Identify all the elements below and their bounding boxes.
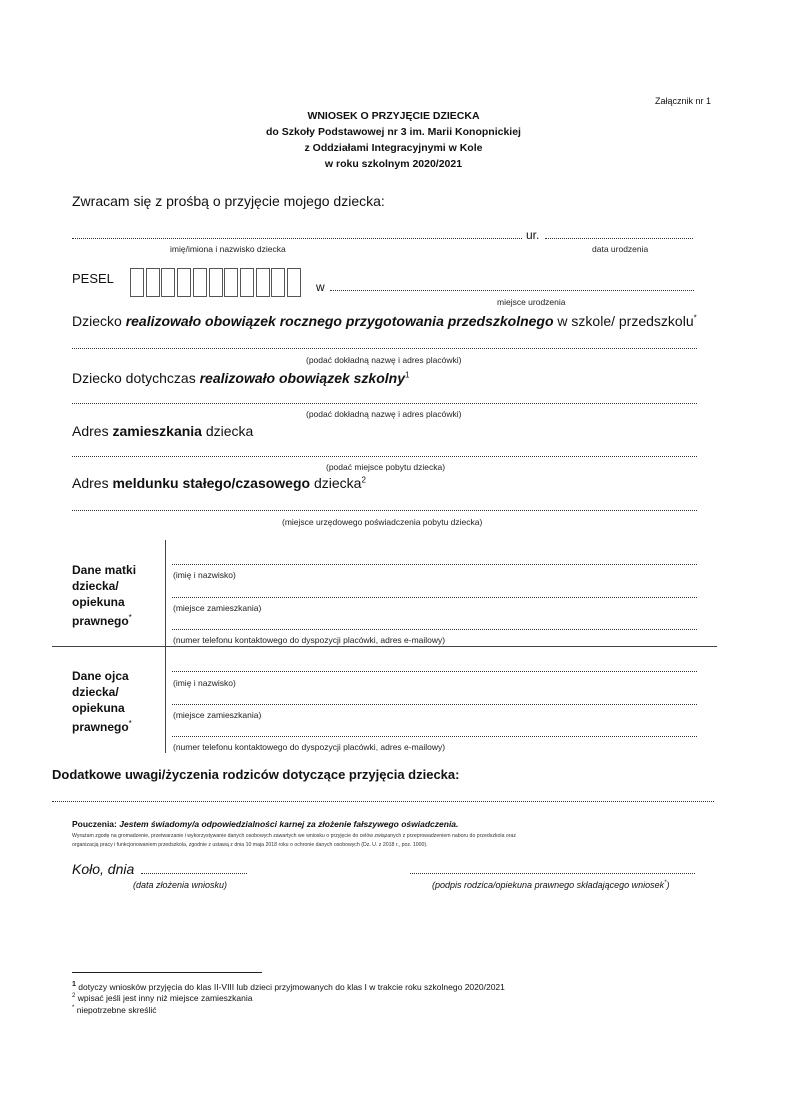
residence-heading: Adres zamieszkania dziecka (72, 423, 254, 439)
remarks-title: Dodatkowe uwagi/życzenia rodziców dotyczące przyjęcia dziecka: (52, 767, 460, 782)
pesel-digit-box[interactable] (224, 268, 238, 297)
pesel-digit-box[interactable] (256, 268, 270, 297)
father-address-caption: (miejsce zamieszkania) (173, 710, 262, 720)
pesel-digit-box[interactable] (240, 268, 254, 297)
mother-address-field[interactable] (172, 597, 697, 598)
child-name-caption: imię/imiona i nazwisko dziecka (170, 244, 286, 254)
notice-title: Pouczenia: Jestem świadomy/a odpowiedzialności karnej za złożenie fałszywego oświadczenia. (72, 819, 459, 829)
pesel-digit-box[interactable] (146, 268, 160, 297)
pesel-digit-box[interactable] (161, 268, 175, 297)
child-name-field[interactable] (72, 238, 522, 239)
residence-caption: (podać miejsce pobytu dziecka) (326, 462, 446, 472)
school-heading: Dziecko dotychczas realizowało obowiązek szkolny$^1$ (72, 370, 410, 386)
preschool-heading: Dziecko realizowało obowiązek rocznego przygotowania przedszkolnego w szkole/ przedszkolu* (72, 313, 697, 329)
footnote-separator (72, 972, 262, 973)
father-name-field[interactable] (172, 671, 697, 672)
registration-heading: Adres meldunku stałego/czasowego dziecka$^2$ (72, 475, 366, 491)
footnote-3: * niepotrzebne skreślić (72, 1005, 157, 1015)
born-label: ur. (526, 228, 540, 242)
notice-body-line2: organizacją pracy i funkcjonowaniem przedszkola, zgodnie z ustawą z dnia 10 maja 2018 roku o ochronie danych osobowych (Dz. U. z 2018 r., poz. 1000). (72, 842, 428, 848)
date-field[interactable] (141, 873, 247, 874)
remarks-field[interactable] (52, 801, 714, 802)
birthplace-field[interactable] (330, 290, 694, 291)
notice-body-line1: Wyrażam zgodę na gromadzenie, przetwarzanie i wykorzystywanie danych osobowych zawartych we wniosku o przyjęcie do celów związanych z przeprowadzeniem naboru do przedszkola oraz (72, 833, 516, 839)
father-name-caption: (imię i nazwisko) (173, 678, 236, 688)
school-caption: (podać dokładną nazwę i adres placówki) (306, 409, 462, 419)
father-contact-caption: (numer telefonu kontaktowego do dyspozycji placówki, adres e-mailowy) (173, 742, 446, 752)
preschool-field[interactable] (72, 348, 697, 349)
pesel-digit-box[interactable] (130, 268, 144, 297)
form-subtitle-year: w roku szkolnym 2020/2021 (324, 158, 463, 170)
birthplace-caption: miejsce urodzenia (497, 297, 566, 307)
residence-field[interactable] (72, 456, 697, 457)
pesel-digit-box[interactable] (271, 268, 285, 297)
child-dob-caption: data urodzenia (592, 244, 649, 254)
mother-label: Dane matki dziecka/ opiekuna prawnego* (72, 563, 137, 628)
pesel-label: PESEL (72, 271, 114, 286)
intro-text: Zwracam się z prośbą o przyjęcie mojego dziecka: (72, 193, 385, 209)
father-label: Dane ojca dziecka/ opiekuna prawnego* (72, 669, 132, 734)
form-title: WNIOSEK O PRZYJĘCIE DZIECKA (307, 110, 480, 122)
registration-caption: (miejsce urzędowego poświadczenia pobytu dziecka) (282, 517, 483, 527)
mother-address-caption: (miejsce zamieszkania) (173, 603, 262, 613)
father-address-field[interactable] (172, 704, 697, 705)
pesel-digit-box[interactable] (209, 268, 223, 297)
form-subtitle-school: do Szkoły Podstawowej nr 3 im. Marii Konopnickiej (266, 126, 521, 138)
form-subtitle-integration: z Oddziałami Integracyjnymi w Kole (304, 142, 483, 154)
annex-label: Załącznik nr 1 (655, 96, 712, 106)
mother-contact-field[interactable] (172, 629, 697, 630)
child-dob-field[interactable] (545, 238, 693, 239)
pesel-digit-box[interactable] (193, 268, 207, 297)
date-caption: (data złożenia wniosku) (133, 880, 228, 890)
registration-field[interactable] (72, 510, 697, 511)
parents-horizontal-divider (52, 646, 717, 647)
place-date-label: Koło, dnia (72, 861, 135, 877)
mother-contact-caption: (numer telefonu kontaktowego do dyspozycji placówki, adres e-mailowy) (173, 635, 446, 645)
signature-caption: (podpis rodzica/opiekuna prawnego składającego wniosek*) (432, 880, 670, 890)
preschool-caption: (podać dokładną nazwę i adres placówki) (306, 355, 462, 365)
father-contact-field[interactable] (172, 736, 697, 737)
school-field[interactable] (72, 403, 697, 404)
pesel-digit-box[interactable] (287, 268, 301, 297)
mother-name-caption: (imię i nazwisko) (173, 570, 236, 580)
pesel-digit-box[interactable] (177, 268, 191, 297)
birthplace-w-label: w (316, 280, 325, 294)
signature-field[interactable] (410, 873, 695, 874)
mother-name-field[interactable] (172, 564, 697, 565)
footnote-2: $^2$ wpisać jeśli jest inny niż miejsce zamieszkania (72, 993, 253, 1003)
footnote-1: $^1$ dotyczy wniosków przyjęcia do klas II-VIII lub dzieci przyjmowanych do klas I w trakcie roku szkolnego 2020/2021 (72, 981, 505, 992)
